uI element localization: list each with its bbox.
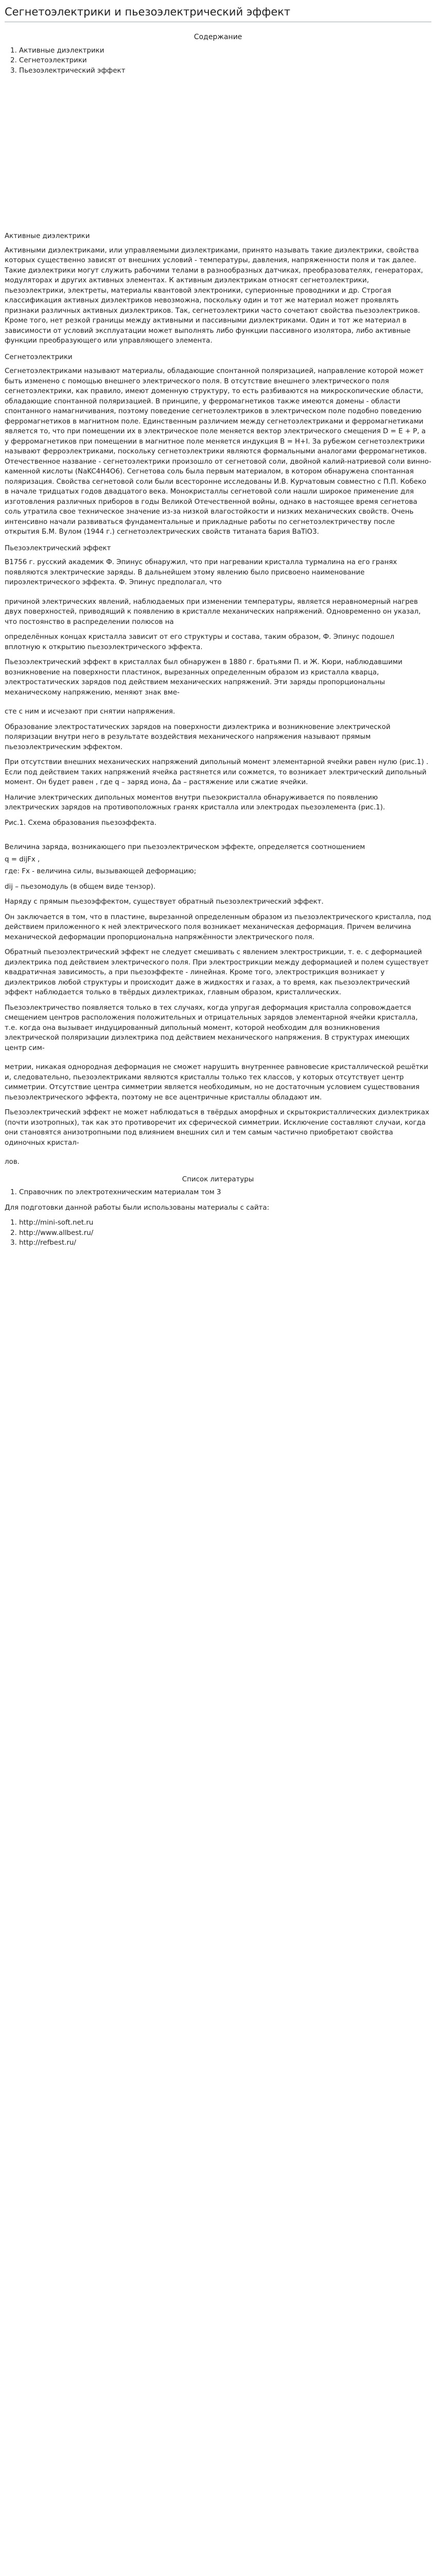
source-link[interactable]: 1. http://mini-soft.net.ru [19,1218,431,1228]
toc-heading: Содержание [194,33,242,41]
paragraph: Образование электростатических зарядов на поверхности диэлектрика и возникновение электрической поляризации внутри него в результате воздействия механического напряжения называют прямым пьезоэлектрическим эффектом. [5,723,391,751]
paragraph: При отсутствии внешних механических напряжений дипольный момент элементарной ячейки равен нулю (рис.1) . Если под действием таких напряжений ячейка растянется или сожмется, то возникает электрический дипольный момент. Он будет равен , где q – заряд иона, Δa – растяжение или сжатие ячейки. [5,758,429,786]
toc-link-piezo[interactable]: Пьезоэлектрический эффект [19,66,126,75]
paragraph: dij – пьезомодуль (в общем виде тензор). [5,883,155,891]
figure-caption: Рис.1. Схема образования пьезоэффекта. [5,819,156,827]
paragraph: Пьезоэлектрический эффект в кристаллах был обнаружен в 1880 г. братьями П. и Ж. Кюри, наблюдавшими возникновение на поверхности пластинок, вырезанных определенным образом из кристалла кварца, электростатических зарядов под действием механических напряжений. Эти заряды пропорциональны механическому напряжению, меняют знак вме- [5,658,403,697]
paragraph: Наряду с прямым пьезоэффектом, существует обратный пьезоэлектрический эффект. [5,898,324,906]
paragraph: где: Fх - величина силы, вызывающей деформацию; [5,868,197,875]
toc-item-active[interactable] [19,46,431,56]
paragraph: Сегнетоэлектриками называют материалы, обладающие спонтанной поляризацией, направление которой может быть изменено с помощью внешнего электрического поля. В отсутствие внешнего электрического поля сегнетоэлектрики, как правило, имеют доменную структуру, то есть разбиваются на микроскопические области, обладающие спонтанной поляризацией. В принципе, у ферромагнетиков также имеются домены - области спонтанного намагничивания, поэтому поведение сегнетоэлектриков в электрическом поле подобно поведению ферромагнетиков в магнитном поле. Единственным различием между сегнетоэлектриками и ферромагнетиками является то, что при помещении их в электрическое поле меняется вектор электрического смещения D = E + P, а у ферромагнетиков при помещении в магнитное поле меняется индукция B = H+I. За рубежом сегнетоэлектрики называют ферроэлектриками, поскольку сегнетоэлектрики являются формальными аналогами ферромагнетиков. Отечественное название - сегнетоэлектрики произошло от сегнетовой соли, двойной калий-натриевой соли винно-каменной кислоты (NaKC4H4O6). Сегнетова соль была первым материалом, в котором обнаружена спонтанная поляризация. Свойства сегнетовой соли были всесторонне исследованы И.В. Курчатовым совместно с П.П. Кобеко в начале тридцатых годов двадцатого века. Монокристаллы сегнетовой соли нашли широкое применение для изготовления различных приборов в годы Великой Отечественной войны, однако в настоящее время сегнетова соль утратила свое техническое значение из-за низкой влагостойкости и низких механических свойств. Очень интенсивно начали развиваться фундаментальные и прикладные работы по сегнетоэлектричеству после открытия Б.М. Вулом (1944 г.) сегнетоэлектрических свойств титаната бария BaTiO3. [5,367,431,536]
paragraph: лов. [5,1158,20,1166]
paragraph: Пьезоэлектрический эффект не может наблюдаться в твёрдых аморфных и скрытокристаллических диэлектриках (почти изотропных), так как это противоречит их сферической симметрии. Исключение составляют случаи, когда они становятся анизотропными под влиянием внешних сил и тем самым частично приобретают свойства одиночных кристал- [5,1109,429,1147]
toc-link-active[interactable]: Активные диэлектрики [19,46,104,55]
paragraph: Обратный пьезоэлектрический эффект не следует смешивать с явлением электрострикции, т. е. с деформацией диэлектрика под действием электрического поля. При электрострикции между деформацией и полем существует квадратичная зависимость, а при пьезоэффекте - линейная. Кроме того, электрострикция возникает у диэлектриков любой структуры и происходит даже в жидкостях и газах, а то время, как пьезоэлектрический эффект наблюдается только в твёрдых диэлектриках, главным образом, кристаллических. [5,948,429,996]
blank-space [5,76,431,225]
paragraph: Активными диэлектриками, или управляемыми диэлектриками, принято называть такие диэлектрики, свойства которых существенно зависят от внешних условий - температуры, давления, напряженности поля и так далее. Такие диэлектрики могут служить рабочими телами в разнообразных датчиках, преобразователях, генераторах, модуляторах и других активных элементах. К активным диэлектрикам относят сегнетоэлектрики, пьезоэлектрики, электреты, материалы квантовой электроники, суперионные проводники и др. Строгая классификация активных диэлектриков невозможна, поскольку один и тот же материал может проявлять признаки различных активных диэлектриков. Так, сегнетоэлектрики часто сочетают свойства пьезоэлектриков. Кроме того, нет резкой границы между активными и пассивными диэлектриками. Один и тот же материал в зависимости от условий эксплуатации может выполнять либо функции пассивного изолятора, либо активные функции преобразующего или управляющего элемента. [5,246,423,345]
paragraph: Он заключается в том, что в пластине, вырезанной определенным образом из пьезоэлектрического кристалла, под действием приложенного к ней электрического поля возникает механическая деформация. Причем величина механической деформации пропорциональна напряжённости электрического поля. [5,913,431,941]
source-link[interactable]: 3. http://refbest.ru/ [19,1238,431,1248]
page-title: Сегнетоэлектрики и пьезоэлектрический эффект [5,5,431,22]
section-heading: Активные диэлектрики [5,232,90,240]
section-heading: Список литературы [182,1175,254,1183]
paragraph: сте с ним и исчезают при снятии напряжения. [5,708,176,716]
section-active-dielectrics [5,231,431,346]
paragraph: В1756 г. русский академик Ф. Эпинус обнаружил, что при нагревании кристалла турмалина на его гранях появляются электрические заряды. В дальнейшем этому явлению было присвоено наименование пироэлектрического эффекта. Ф. Эпинус предполагал, что [5,558,397,586]
section-literature [5,1175,431,1248]
section-piezo-effect [5,544,431,1167]
table-of-contents [5,32,431,76]
section-heading: Сегнетоэлектрики [5,353,73,361]
paragraph: Наличие электрических дипольных моментов внутри пьезокристалла обнаруживается по появлению электрических зарядов на противоположных гранях кристалла или электродах пьезоэлемента (рис.1). [5,793,386,811]
literature-list [5,1188,431,1198]
document-page [0,0,436,1248]
paragraph: метрии, никакая однородная деформация не сможет нарушить внутреннее равновесие кристаллической решётки и, следовательно, пьезоэлектриками являются кристаллы только тех классов, у которых отсутствует центр симметрии. Отсутствие центра симметрии является необходимым, но не достаточным условием существования пьезоэлектрического эффекта, поэтому не все ацентричные кристаллы обладают им. [5,1063,428,1101]
toc-item-ferro[interactable] [19,56,431,66]
section-heading: Пьезоэлектрический эффект [5,544,111,552]
list-item: 1. Справочник по электротехническим материалам том 3 [19,1188,431,1198]
toc-link-ferro[interactable]: Сегнетоэлектрики [19,57,87,64]
paragraph: Величина заряда, возникающего при пьезоэлектрическом эффекте, определяется соотношением [5,843,365,851]
paragraph: определённых концах кристалла зависит от его структуры и состава, таким образом, Ф. Эпинус подошел вплотную к открытию пьезоэлектрического эффекта. [5,633,395,651]
paragraph: Для подготовки данной работы были использованы материалы с сайта: [5,1204,269,1212]
source-links-list [5,1218,431,1248]
formula: q = dijFx , [5,855,40,863]
paragraph: Пьезоэлектричество появляется только в тех случаях, когда упругая деформация кристалла сопровождается смещением центров расположения положительных и отрицательных зарядов элементарной ячейки кристалла, т.е. когда она вызывает индуцированный дипольный момент, которой необходим для возникновения электрической поляризации диэлектрика под действием механического напряжения. В структурах имеющих центр сим- [5,1004,418,1052]
toc-item-piezo[interactable] [19,66,431,76]
section-ferroelectrics [5,352,431,537]
source-link[interactable]: 2. http://www.allbest.ru/ [19,1228,431,1239]
paragraph: причиной электрических явлений, наблюдаемых при изменении температуры, является неравномерный нагрев двух поверхностей, приводящий к появлению в кристалле механических напряжений. Одновременно он указал, что постоянство в распределении полюсов на [5,598,421,626]
